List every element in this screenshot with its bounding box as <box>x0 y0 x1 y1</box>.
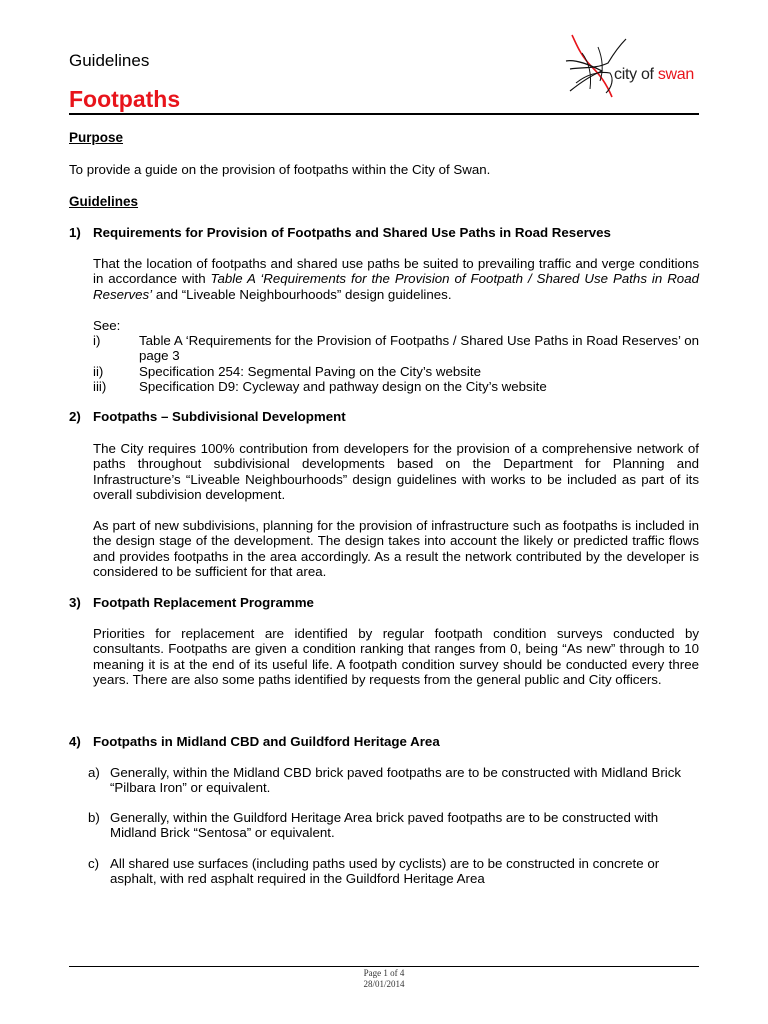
logo-wordmark-prefix: city of <box>614 66 658 83</box>
document-date: 28/01/2014 <box>363 979 405 989</box>
section-2-paragraph-2: As part of new subdivisions, planning for the provision of infrastructure such as footpaths is included in the design stage of the development. The design takes into account the likely or predicted traffic flows and provides footpaths in the area accordingly. As a result the network contributed by the developer is considered to be sufficient for that area. <box>93 518 699 580</box>
footer-divider <box>69 966 699 967</box>
section-3-heading <box>69 595 314 610</box>
logo-wordmark-swan: swan <box>657 66 694 83</box>
logo-wordmark <box>614 66 694 84</box>
section-3-title: Footpath Replacement Programme <box>93 595 314 610</box>
section-1-table-ref: Table A ‘Requirements for the Provision of Footpath / Shared Use Paths in Road Reserves’ <box>93 271 699 302</box>
section-3-paragraph: Priorities for replacement are identified by regular footpath condition surveys conducted by consultants. Footpaths are given a condition ranking that ranges from 0, being “As new” through to 10 meaning it is at the end of its useful life. A footpath condition survey should be conducted every three years. There are also some paths identified by requests from the general public and City officers. <box>93 626 699 688</box>
list-text: Generally, within the Midland CBD brick paved footpaths are to be constructed with Midland Brick “Pilbara Iron” or equivalent. <box>110 765 682 796</box>
list-item <box>93 364 699 379</box>
section-1-title: Requirements for Provision of Footpaths and Shared Use Paths in Road Reserves <box>93 225 611 240</box>
section-3-number: 3) <box>69 595 81 610</box>
list-item <box>93 379 699 394</box>
section-4-heading <box>69 734 440 749</box>
list-marker: ii) <box>93 364 104 379</box>
section-2-heading <box>69 409 346 424</box>
section-1-text-c: and “Liveable Neighbourhoods” design guidelines. <box>152 286 452 302</box>
list-marker: i) <box>93 333 101 348</box>
title-divider <box>69 113 699 115</box>
list-marker: c) <box>88 856 100 871</box>
list-text: Generally, within the Guildford Heritage Area brick paved footpaths are to be constructed with Midland Brick “Sentosa” or equivalent. <box>110 810 659 841</box>
list-marker: b) <box>88 810 100 825</box>
section-1-text-a: That the location of footpaths and shared use paths be suited to prevailing traffic and verge conditions in accordance with <box>93 256 699 287</box>
document-type-label: Guidelines <box>69 51 150 70</box>
list-item <box>88 856 699 887</box>
page-number: Page 1 of 4 <box>363 968 405 978</box>
section-2-title: Footpaths – Subdivisional Development <box>93 409 346 424</box>
list-item <box>93 333 699 364</box>
list-text: All shared use surfaces (including paths used by cyclists) are to be constructed in concrete or asphalt, with red asphalt required in the Guildford Heritage Area <box>110 856 660 887</box>
purpose-heading: Purpose <box>69 130 124 145</box>
section-4-number: 4) <box>69 734 81 749</box>
list-text: Specification D9: Cycleway and pathway design on the City’s website <box>139 379 547 394</box>
section-4-title: Footpaths in Midland CBD and Guildford Heritage Area <box>93 734 440 749</box>
purpose-text: To provide a guide on the provision of footpaths within the City of Swan. <box>69 162 491 177</box>
list-text: Table A ‘Requirements for the Provision of Footpaths / Shared Use Paths in Road Reserves’ on page 3 <box>139 333 699 364</box>
section-1-see-label: See: <box>93 318 121 333</box>
list-marker: iii) <box>93 379 107 394</box>
section-1-paragraph <box>93 256 699 302</box>
list-item <box>88 765 699 796</box>
list-text: Specification 254: Segmental Paving on the City’s website <box>139 364 481 379</box>
section-1-number: 1) <box>69 225 81 240</box>
section-1-heading <box>69 225 611 240</box>
guidelines-heading: Guidelines <box>69 194 139 209</box>
list-marker: a) <box>88 765 100 780</box>
page-title: Footpaths <box>69 86 181 112</box>
section-2-number: 2) <box>69 409 81 424</box>
section-2-paragraph-1: The City requires 100% contribution from developers for the provision of a comprehensive network of paths throughout subdivisional developments based on the Department for Planning and Infrastructure’s “Liveable Neighbourhoods” design guidelines with works to be included as part of its overall subdivision development. <box>93 441 699 503</box>
list-item <box>88 810 699 841</box>
